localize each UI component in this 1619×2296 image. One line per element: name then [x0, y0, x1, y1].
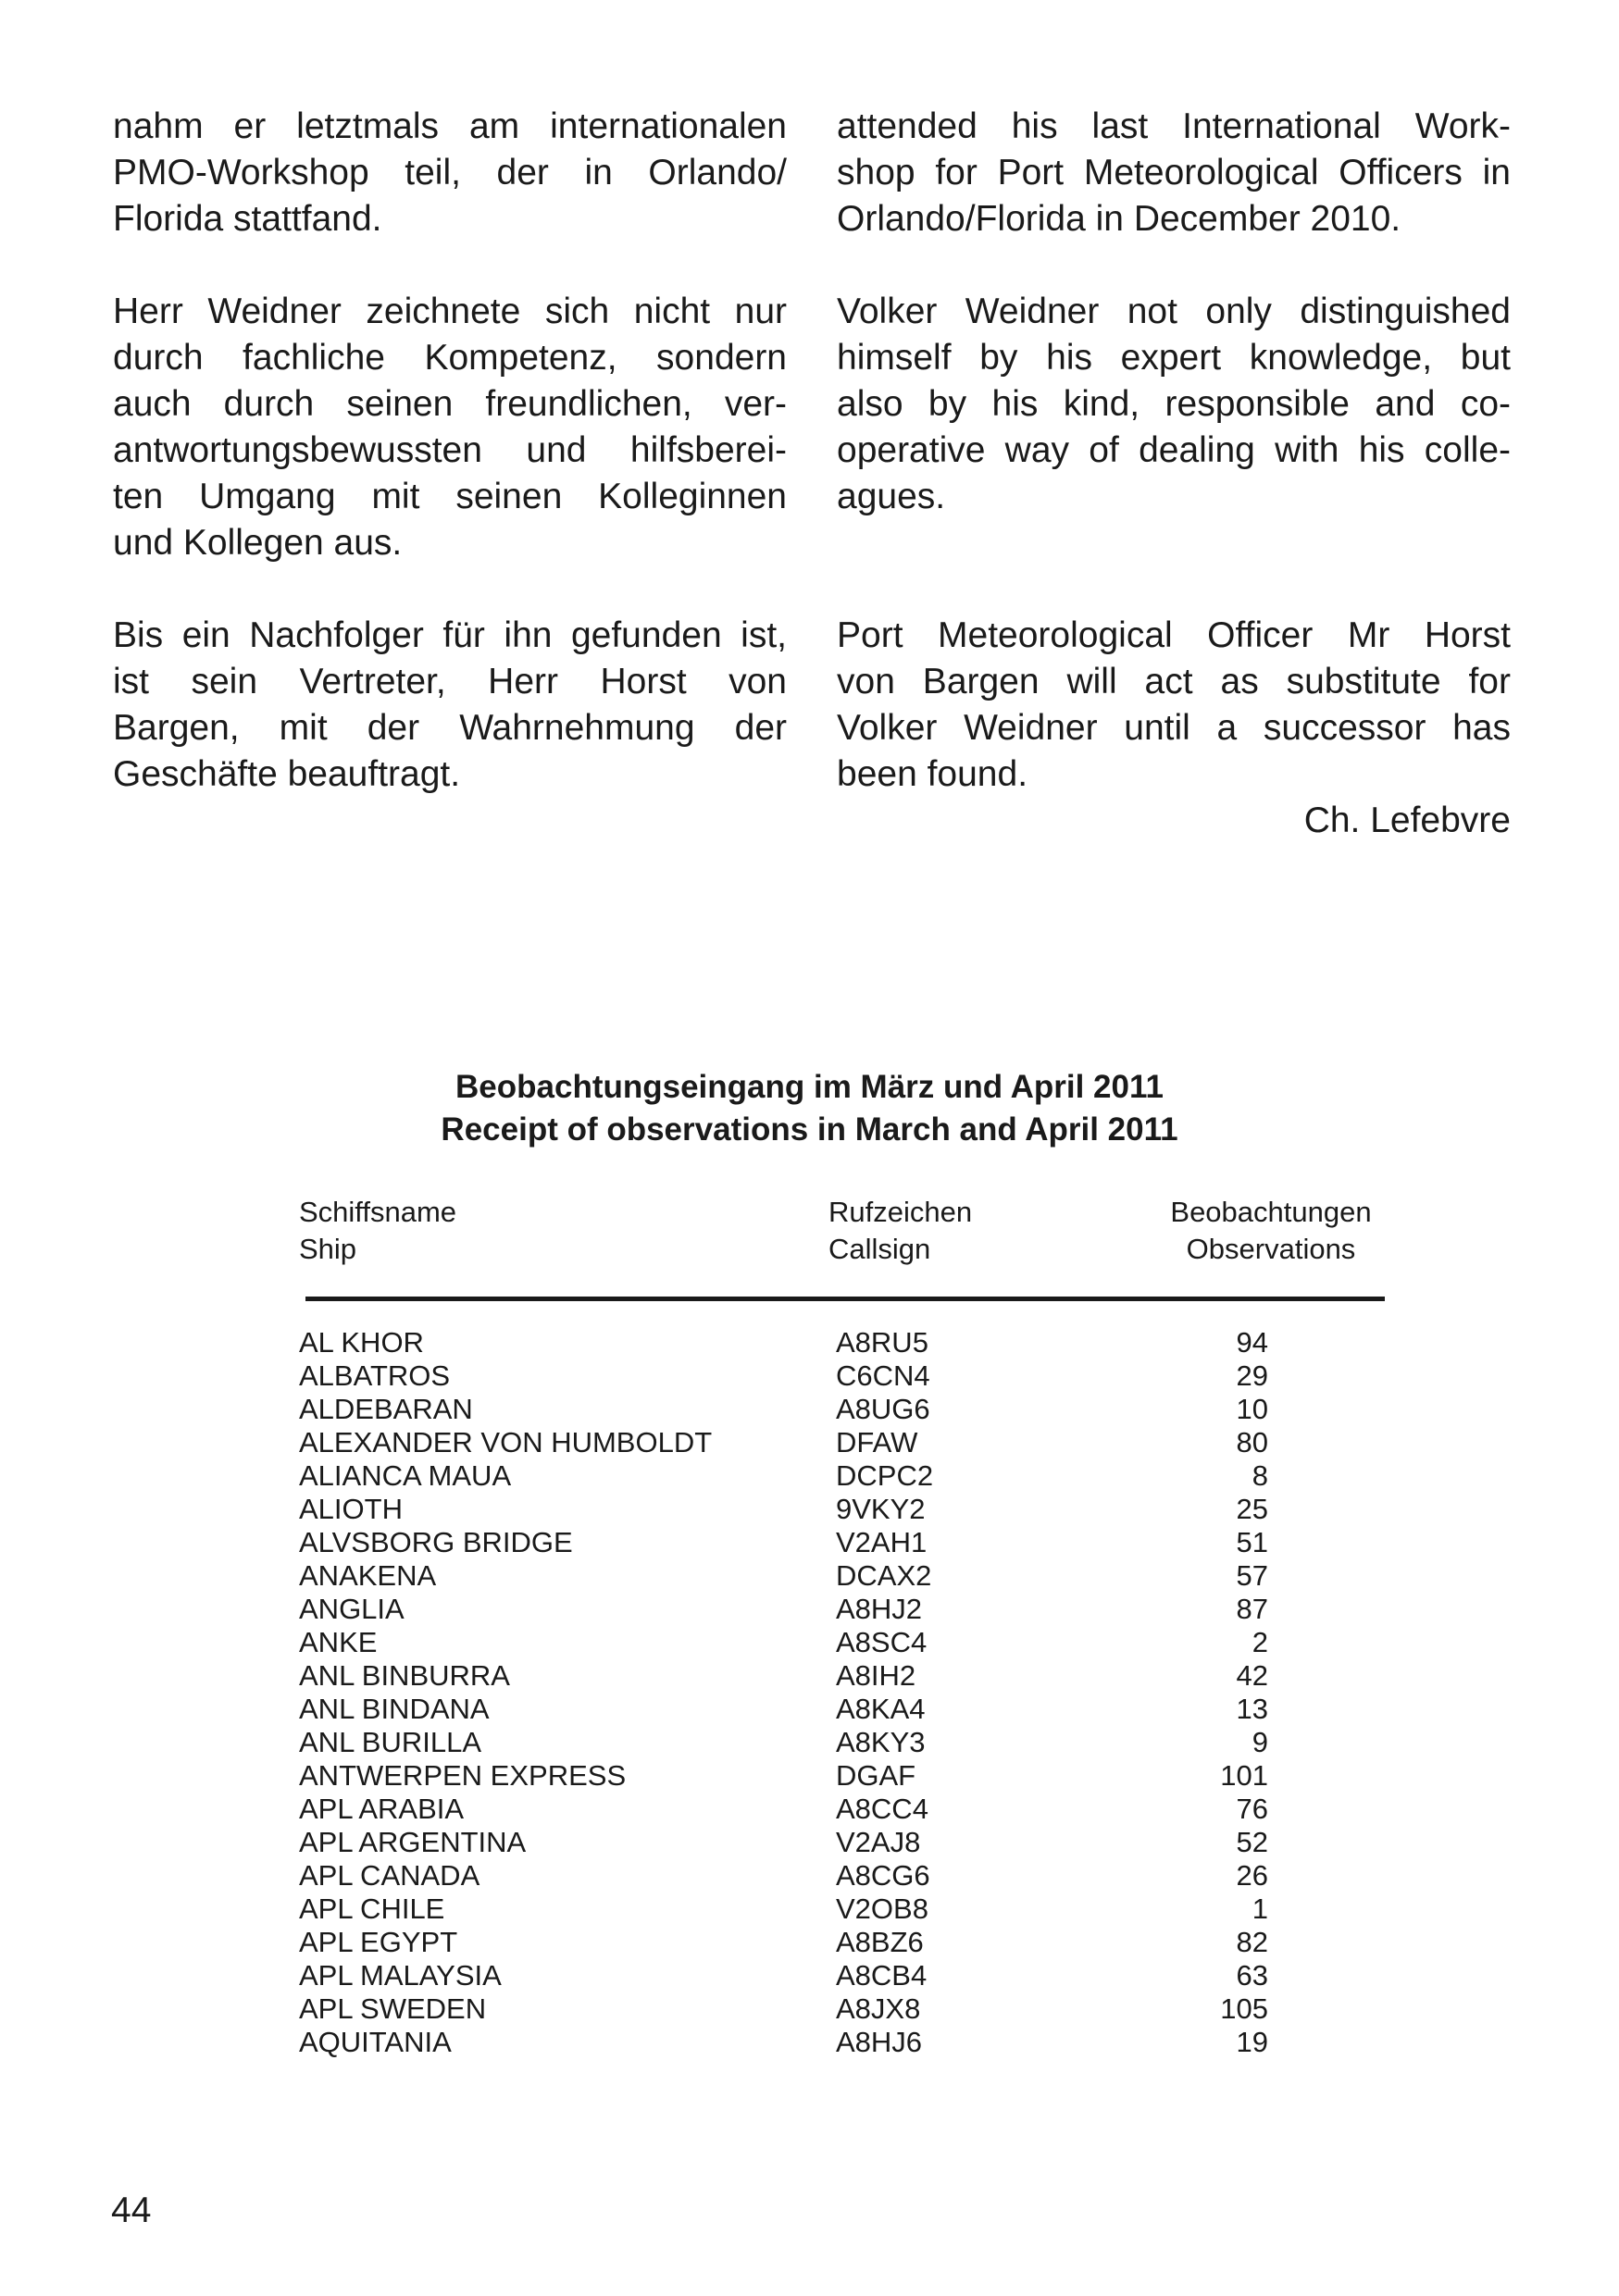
ship-name-cell: APL ARABIA [299, 1793, 465, 1825]
ship-name-cell: APL SWEDEN [299, 1992, 487, 2025]
table-row [0, 1893, 1619, 1926]
table-row [0, 1693, 1619, 1726]
observations-cell: 26 [1236, 1859, 1268, 1892]
text-line: Bis ein Nachfolger für ihn gefunden ist, [113, 615, 787, 655]
observations-cell: 101 [1220, 1759, 1268, 1792]
table-row [0, 1959, 1619, 1992]
table-row [0, 1659, 1619, 1693]
header-label-german: Rufzeichen [828, 1196, 973, 1228]
callsign-cell: V2AJ8 [836, 1826, 921, 1858]
text-line: shop for Port Meteorological Officers in [837, 153, 1511, 192]
ship-name-cell: AQUITANIA [299, 2026, 452, 2058]
header-label-english: Ship [299, 1233, 357, 1265]
text-line: been found. [837, 754, 1028, 794]
text-line: auch durch seinen freundlichen, ver- [113, 384, 787, 424]
observations-cell: 25 [1236, 1493, 1268, 1525]
column-header-observations [1155, 1194, 1387, 1268]
ship-name-cell: ALVSBORG BRIDGE [299, 1526, 573, 1558]
column-header-ship [299, 1194, 456, 1268]
callsign-cell: A8BZ6 [836, 1926, 924, 1958]
left-paragraph-1 [113, 104, 787, 289]
table-row [0, 1826, 1619, 1859]
observations-cell: 42 [1236, 1659, 1268, 1692]
callsign-cell: V2OB8 [836, 1893, 928, 1925]
callsign-cell: A8SC4 [836, 1626, 928, 1658]
observations-cell: 8 [1252, 1459, 1268, 1492]
ship-name-cell: APL MALAYSIA [299, 1959, 502, 1992]
callsign-cell: A8KA4 [836, 1693, 926, 1725]
header-label-english: Callsign [828, 1233, 931, 1265]
observations-cell: 105 [1220, 1992, 1268, 2025]
left-paragraph-2 [113, 289, 787, 613]
table-title [0, 1066, 1619, 1151]
text-line: Volker Weidner until a successor has [837, 708, 1511, 748]
ship-name-cell: ALIOTH [299, 1493, 403, 1525]
right-text-column [837, 104, 1511, 844]
text-line: Port Meteorological Officer Mr Horst [837, 615, 1511, 655]
ship-name-cell: AL KHOR [299, 1326, 424, 1359]
observations-cell: 63 [1236, 1959, 1268, 1992]
ship-name-cell: APL ARGENTINA [299, 1826, 527, 1858]
text-line: himself by his expert knowledge, but [837, 338, 1511, 378]
observations-cell: 57 [1236, 1559, 1268, 1592]
text-line: Volker Weidner not only distinguished [837, 292, 1511, 331]
left-paragraph-3 [113, 613, 787, 798]
ship-name-cell: ALIANCA MAUA [299, 1459, 512, 1492]
callsign-cell: A8HJ2 [836, 1593, 923, 1625]
callsign-cell: A8JX8 [836, 1992, 921, 2025]
callsign-cell: V2AH1 [836, 1526, 928, 1558]
table-row [0, 1326, 1619, 1359]
text-line: nahm er letztmals am internationalen [113, 106, 787, 146]
observations-cell: 1 [1252, 1893, 1268, 1925]
text-line: PMO-Workshop teil, der in Orlando/ [113, 153, 787, 192]
observations-cell: 51 [1236, 1526, 1268, 1558]
text-line: ist sein Vertreter, Herr Horst von [113, 662, 787, 701]
left-text-column [113, 104, 787, 798]
text-line: durch fachliche Kompetenz, sondern [113, 338, 787, 378]
text-line: von Bargen will act as substitute for [837, 662, 1511, 701]
table-row [0, 1593, 1619, 1626]
callsign-cell: A8CG6 [836, 1859, 930, 1892]
page-number: 44 [111, 2191, 152, 2230]
table-header-rule [305, 1297, 1385, 1301]
header-label-german: Schiffsname [299, 1196, 457, 1228]
header-label-english: Observations [1186, 1233, 1356, 1265]
text-line: und Kollegen aus. [113, 523, 403, 563]
observations-cell: 9 [1252, 1726, 1268, 1758]
table-row [0, 2026, 1619, 2059]
callsign-cell: DGAF [836, 1759, 916, 1792]
observations-cell: 82 [1236, 1926, 1268, 1958]
ship-name-cell: ANAKENA [299, 1559, 437, 1592]
observations-cell: 19 [1236, 2026, 1268, 2058]
header-label-german: Beobachtungen [1170, 1196, 1372, 1228]
callsign-cell: A8HJ6 [836, 2026, 923, 2058]
right-paragraph-3 [837, 613, 1511, 844]
table-row [0, 1393, 1619, 1426]
callsign-cell: DCAX2 [836, 1559, 932, 1592]
ship-name-cell: ALEXANDER VON HUMBOLDT [299, 1426, 713, 1458]
callsign-cell: A8CC4 [836, 1793, 928, 1825]
ship-name-cell: ALDEBARAN [299, 1393, 473, 1425]
text-line: also by his kind, responsible and co- [837, 384, 1511, 424]
right-paragraph-2 [837, 289, 1511, 613]
ship-name-cell: ANGLIA [299, 1593, 405, 1625]
observations-cell: 10 [1236, 1393, 1268, 1425]
ship-name-cell: ANL BINBURRA [299, 1659, 510, 1692]
table-row [0, 1926, 1619, 1959]
table-row [0, 1626, 1619, 1659]
callsign-cell: A8RU5 [836, 1326, 928, 1359]
table-row [0, 1493, 1619, 1526]
text-line: attended his last International Work- [837, 106, 1511, 146]
table-title-german: Beobachtungseingang im März und April 2011 [455, 1069, 1164, 1105]
ship-name-cell: ANKE [299, 1626, 378, 1658]
observations-cell: 29 [1236, 1359, 1268, 1392]
observations-cell: 80 [1236, 1426, 1268, 1458]
text-line: Bargen, mit der Wahrnehmung der [113, 708, 787, 748]
ship-name-cell: ALBATROS [299, 1359, 451, 1392]
table-row [0, 1793, 1619, 1826]
text-line: operative way of dealing with his colle- [837, 430, 1511, 470]
table-row [0, 1459, 1619, 1493]
observations-cell: 52 [1236, 1826, 1268, 1858]
ship-name-cell: ANTWERPEN EXPRESS [299, 1759, 627, 1792]
table-row [0, 1526, 1619, 1559]
ship-name-cell: APL CHILE [299, 1893, 445, 1925]
observations-cell: 76 [1236, 1793, 1268, 1825]
text-line: Orlando/Florida in December 2010. [837, 199, 1401, 239]
observations-cell: 2 [1252, 1626, 1268, 1658]
table-title-english: Receipt of observations in March and April 2011 [441, 1111, 1178, 1148]
column-header-callsign [828, 1194, 972, 1268]
table-row [0, 1359, 1619, 1393]
table-row [0, 1426, 1619, 1459]
callsign-cell: A8UG6 [836, 1393, 930, 1425]
table-row [0, 1859, 1619, 1893]
author-signature: Ch. Lefebvre [1303, 800, 1511, 840]
table-row [0, 1559, 1619, 1593]
table-row [0, 1726, 1619, 1759]
ship-name-cell: ANL BURILLA [299, 1726, 481, 1758]
text-line: antwortungsbewussten und hilfsberei- [113, 430, 787, 470]
text-line: agues. [837, 477, 946, 516]
text-line: ten Umgang mit seinen Kolleginnen [113, 477, 787, 516]
text-line: Herr Weidner zeichnete sich nicht nur [113, 292, 787, 331]
table-body [0, 1326, 1619, 2059]
text-line: Florida stattfand. [113, 199, 382, 239]
callsign-cell: C6CN4 [836, 1359, 930, 1392]
observations-cell: 13 [1236, 1693, 1268, 1725]
callsign-cell: A8CB4 [836, 1959, 928, 1992]
right-paragraph-1 [837, 104, 1511, 289]
callsign-cell: A8IH2 [836, 1659, 916, 1692]
observations-cell: 87 [1236, 1593, 1268, 1625]
ship-name-cell: APL EGYPT [299, 1926, 458, 1958]
callsign-cell: A8KY3 [836, 1726, 926, 1758]
callsign-cell: DFAW [836, 1426, 918, 1458]
table-row [0, 1992, 1619, 2026]
text-line: Geschäfte beauftragt. [113, 754, 461, 794]
observations-cell: 94 [1236, 1326, 1268, 1359]
table-row [0, 1759, 1619, 1793]
callsign-cell: DCPC2 [836, 1459, 934, 1492]
ship-name-cell: ANL BINDANA [299, 1693, 490, 1725]
ship-name-cell: APL CANADA [299, 1859, 480, 1892]
callsign-cell: 9VKY2 [836, 1493, 926, 1525]
